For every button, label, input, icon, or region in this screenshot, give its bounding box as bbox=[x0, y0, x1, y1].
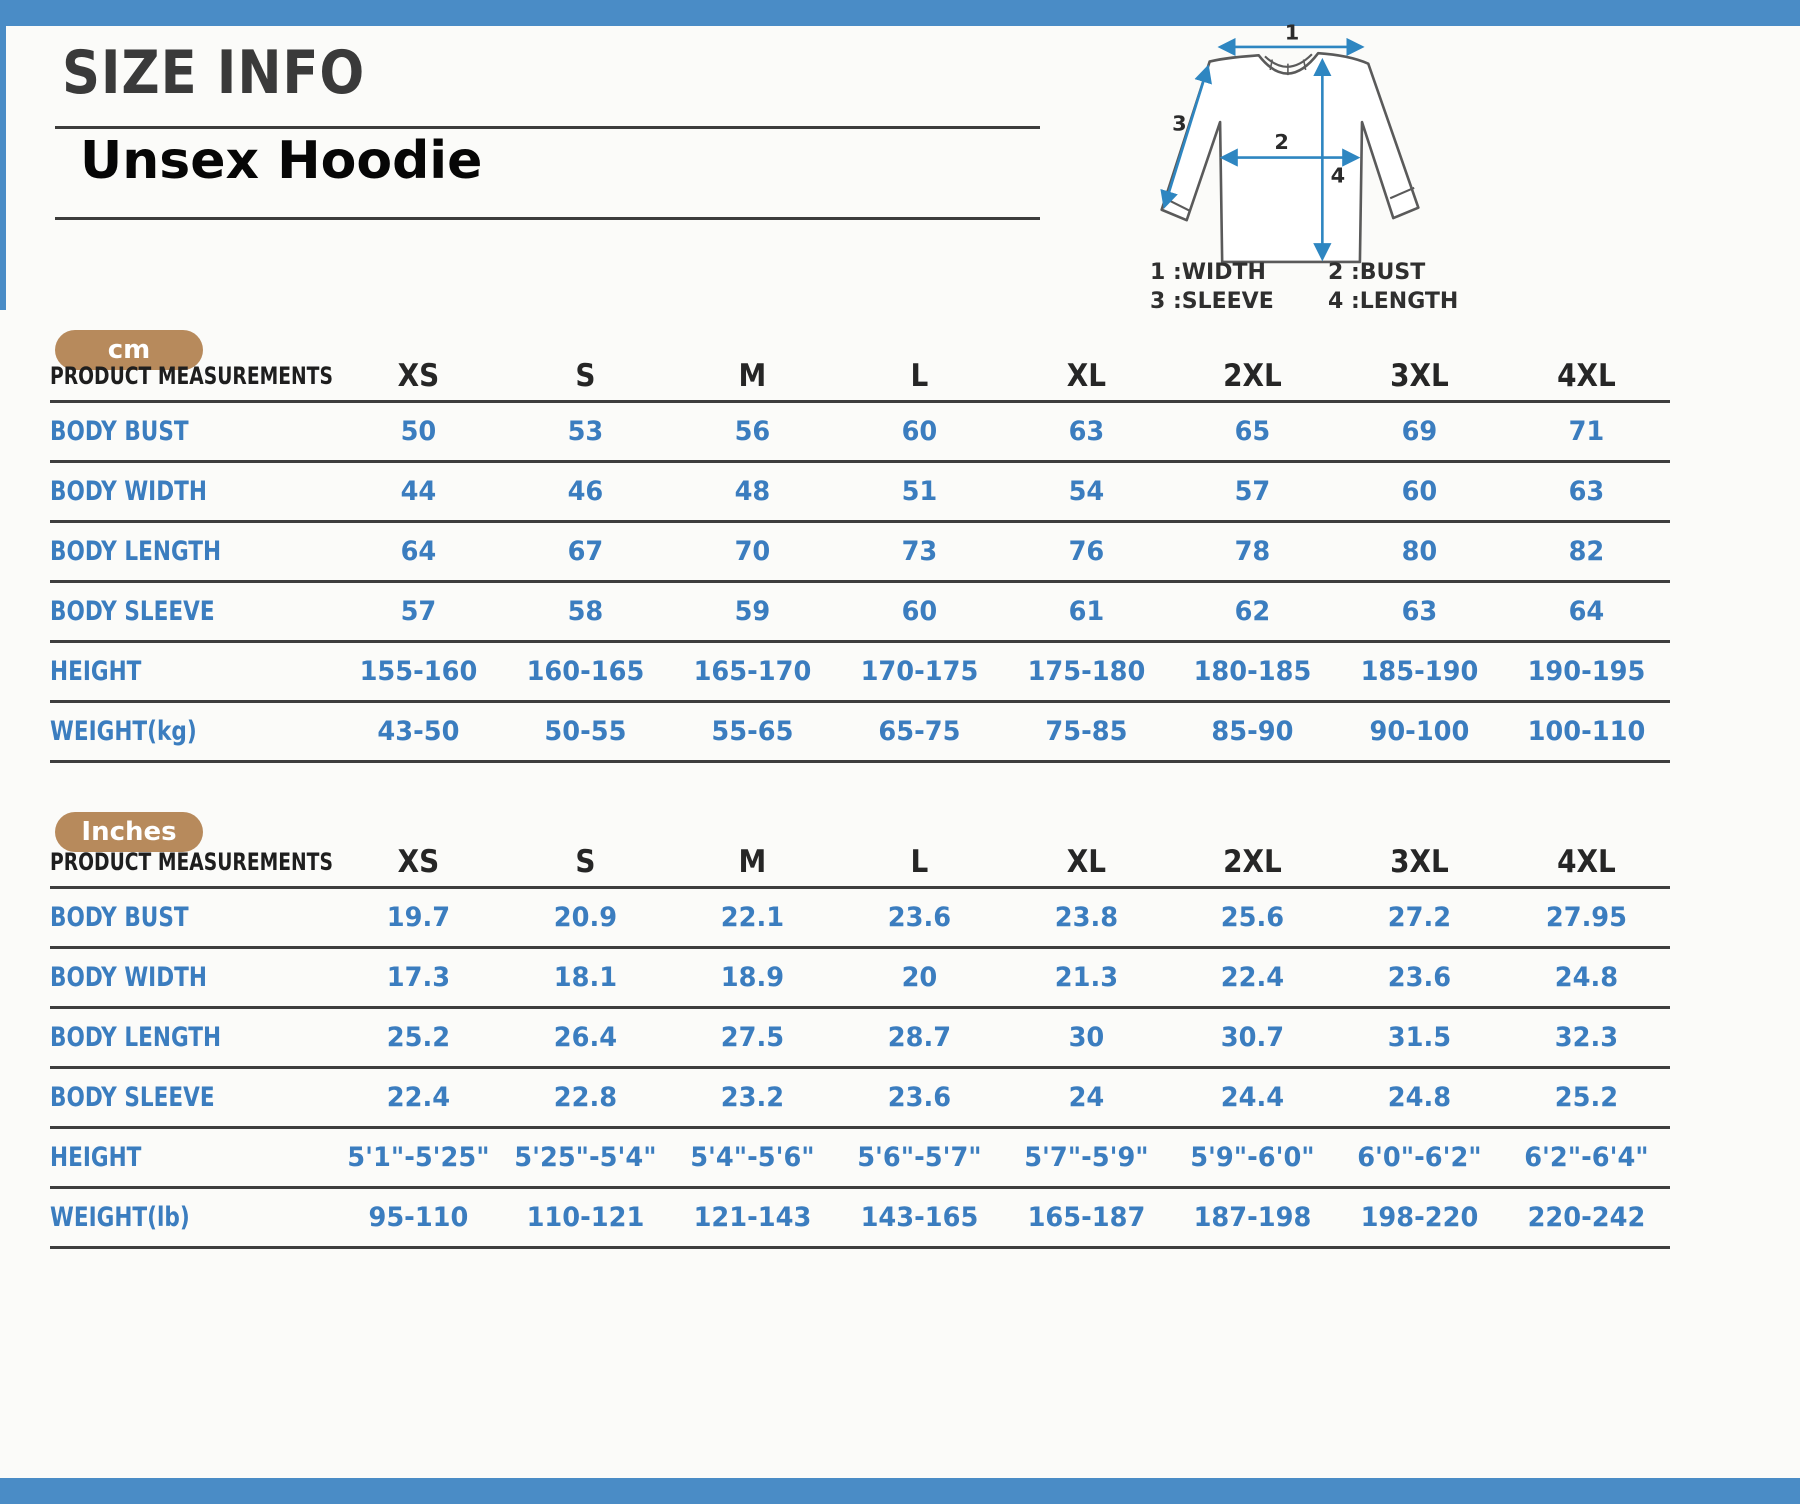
table-cell-value: 67 bbox=[567, 536, 604, 567]
table-cell-value: 63 bbox=[1401, 596, 1438, 627]
table-cell-value: 23.6 bbox=[887, 1082, 951, 1113]
table-cell-value: 190-195 bbox=[1527, 656, 1646, 687]
table-cell-value: 30 bbox=[1068, 1022, 1104, 1053]
table-cell-value: 75-85 bbox=[1044, 716, 1127, 747]
column-header-size: 4XL bbox=[1557, 844, 1616, 880]
table-cell-value: 85-90 bbox=[1211, 716, 1294, 747]
table-cell-value: 18.1 bbox=[553, 962, 617, 993]
row-label: HEIGHT bbox=[50, 656, 142, 687]
table-cell-value: 5'7"-5'9" bbox=[1023, 1142, 1149, 1173]
table-body bbox=[50, 400, 1670, 763]
table-cell-value: 90-100 bbox=[1369, 716, 1470, 747]
table-cell-value: 51 bbox=[901, 476, 937, 507]
unit-badge-cm: cm bbox=[55, 330, 203, 370]
table-cell-value: 82 bbox=[1568, 536, 1605, 567]
table-cell-value: 31.5 bbox=[1388, 1022, 1452, 1053]
table-cell-value: 165-170 bbox=[693, 656, 812, 687]
row-label: BODY BUST bbox=[50, 902, 189, 933]
legend-width: 1 :WIDTH bbox=[1150, 260, 1266, 285]
hoodie-measurement-diagram bbox=[1110, 24, 1470, 268]
table-row bbox=[50, 946, 1670, 1006]
table-cell-value: 198-220 bbox=[1360, 1202, 1479, 1233]
table-cell-value: 22.1 bbox=[720, 902, 784, 933]
hoodie-outline-drawing bbox=[1110, 24, 1470, 264]
row-label: BODY WIDTH bbox=[50, 962, 207, 993]
product-name: Unsex Hoodie bbox=[80, 131, 483, 191]
top-accent-bar bbox=[0, 0, 1800, 26]
table-cell-value: 175-180 bbox=[1027, 656, 1145, 687]
table-cell-value: 78 bbox=[1234, 536, 1271, 567]
table-cell-value: 54 bbox=[1068, 476, 1104, 507]
table-header-row bbox=[50, 838, 1670, 886]
table-cell-value: 24.8 bbox=[1554, 962, 1619, 993]
column-header-size: L bbox=[910, 358, 928, 394]
page-title: SIZE INFO bbox=[62, 38, 366, 108]
table-cell-value: 220-242 bbox=[1527, 1202, 1646, 1233]
table-cell-value: 22.8 bbox=[553, 1082, 617, 1113]
legend-length: 4 :LENGTH bbox=[1328, 289, 1459, 314]
table-cell-value: 20.9 bbox=[553, 902, 617, 933]
table-cell-value: 6'0"-6'2" bbox=[1357, 1142, 1482, 1173]
column-header-measurements: PRODUCT MEASUREMENTS bbox=[50, 848, 333, 876]
table-cell-value: 60 bbox=[901, 596, 937, 627]
table-cell-value: 57 bbox=[1234, 476, 1271, 507]
table-cell-value: 50-55 bbox=[544, 716, 627, 747]
table-cell-value: 65 bbox=[1234, 416, 1271, 447]
table-header-row bbox=[50, 352, 1670, 400]
table-cell-value: 5'1"-5'25" bbox=[347, 1142, 490, 1173]
table-cell-value: 63 bbox=[1068, 416, 1104, 447]
table-cell-value: 73 bbox=[901, 536, 937, 567]
table-cell-value: 50 bbox=[400, 416, 437, 447]
table-row bbox=[50, 700, 1670, 760]
row-label: BODY BUST bbox=[50, 416, 189, 447]
table-cell-value: 44 bbox=[400, 476, 437, 507]
table-cell-value: 64 bbox=[1568, 596, 1605, 627]
marker-1: 1 bbox=[1284, 24, 1300, 45]
table-cell-value: 25.6 bbox=[1221, 902, 1285, 933]
table-cell-value: 28.7 bbox=[887, 1022, 951, 1053]
table-cell-value: 61 bbox=[1068, 596, 1104, 627]
table-cell-value: 24 bbox=[1068, 1082, 1104, 1113]
row-label: HEIGHT bbox=[50, 1142, 142, 1173]
column-header-size: XS bbox=[397, 358, 440, 394]
row-label: BODY SLEEVE bbox=[50, 1082, 215, 1113]
table-cell-value: 59 bbox=[734, 596, 771, 627]
table-row bbox=[50, 640, 1670, 700]
table-body bbox=[50, 886, 1670, 1249]
table-cell-value: 18.9 bbox=[720, 962, 784, 993]
table-cell-value: 143-165 bbox=[860, 1202, 978, 1233]
table-cell-value: 187-198 bbox=[1193, 1202, 1312, 1233]
table-cell-value: 26.4 bbox=[553, 1022, 617, 1053]
table-cell-value: 24.8 bbox=[1388, 1082, 1452, 1113]
table-cell-value: 58 bbox=[567, 596, 604, 627]
table-cell-value: 23.6 bbox=[1388, 962, 1452, 993]
table-cell-value: 21.3 bbox=[1054, 962, 1118, 993]
table-cell-value: 6'2"-6'4" bbox=[1524, 1142, 1649, 1173]
table-row bbox=[50, 460, 1670, 520]
column-header-size: S bbox=[575, 844, 596, 880]
diagram-legend bbox=[1150, 260, 1458, 314]
table-row bbox=[50, 1006, 1670, 1066]
table-cell-value: 100-110 bbox=[1527, 716, 1646, 747]
column-header-size: 2XL bbox=[1223, 844, 1283, 880]
table-cell-value: 19.7 bbox=[386, 902, 451, 933]
table-cell-value: 27.95 bbox=[1545, 902, 1628, 933]
marker-4: 4 bbox=[1330, 163, 1346, 188]
marker-3: 3 bbox=[1172, 111, 1187, 136]
table-cell-value: 62 bbox=[1234, 596, 1271, 627]
legend-bust: 2 :BUST bbox=[1328, 260, 1426, 285]
column-header-size: 2XL bbox=[1223, 358, 1283, 394]
column-header-size: M bbox=[738, 358, 767, 394]
table-cell-value: 165-187 bbox=[1027, 1202, 1145, 1233]
table-cell-value: 53 bbox=[567, 416, 604, 447]
row-label: BODY WIDTH bbox=[50, 476, 207, 507]
column-header-size: 3XL bbox=[1390, 844, 1450, 880]
table-cell-value: 71 bbox=[1568, 416, 1605, 447]
table-cell-value: 23.8 bbox=[1054, 902, 1118, 933]
row-label: BODY SLEEVE bbox=[50, 596, 215, 627]
table-cell-value: 56 bbox=[734, 416, 771, 447]
column-header-size: M bbox=[738, 844, 767, 880]
table-cell-value: 5'4"-5'6" bbox=[689, 1142, 815, 1173]
table-cell-value: 110-121 bbox=[526, 1202, 645, 1233]
table-row bbox=[50, 886, 1670, 946]
table-row bbox=[50, 1186, 1670, 1246]
row-label: WEIGHT(kg) bbox=[50, 716, 197, 747]
table-cell-value: 65-75 bbox=[878, 716, 961, 747]
table-cell-value: 32.3 bbox=[1554, 1022, 1619, 1053]
table-cell-value: 23.6 bbox=[887, 902, 951, 933]
table-cell-value: 43-50 bbox=[377, 716, 460, 747]
table-cell-value: 60 bbox=[901, 416, 937, 447]
table-cell-value: 5'6"-5'7" bbox=[856, 1142, 982, 1173]
bottom-accent-bar bbox=[0, 1478, 1800, 1504]
table-cell-value: 27.2 bbox=[1388, 902, 1452, 933]
legend-sleeve: 3 :SLEEVE bbox=[1150, 289, 1274, 314]
table-cell-value: 64 bbox=[400, 536, 437, 567]
table-cell-value: 55-65 bbox=[711, 716, 794, 747]
table-cell-value: 160-165 bbox=[526, 656, 645, 687]
table-cell-value: 60 bbox=[1401, 476, 1438, 507]
row-label: WEIGHT(lb) bbox=[50, 1202, 190, 1233]
table-cell-value: 22.4 bbox=[1221, 962, 1285, 993]
marker-2: 2 bbox=[1274, 130, 1289, 155]
size-table-inches bbox=[50, 838, 1670, 1249]
column-header-measurements: PRODUCT MEASUREMENTS bbox=[50, 362, 333, 390]
table-cell-value: 95-110 bbox=[368, 1202, 469, 1233]
table-cell-value: 180-185 bbox=[1193, 656, 1312, 687]
table-row bbox=[50, 520, 1670, 580]
table-row bbox=[50, 1066, 1670, 1126]
table-cell-value: 48 bbox=[734, 476, 771, 507]
table-cell-value: 63 bbox=[1568, 476, 1605, 507]
table-cell-value: 57 bbox=[400, 596, 437, 627]
table-cell-value: 76 bbox=[1068, 536, 1104, 567]
column-header-size: XL bbox=[1066, 844, 1106, 880]
column-header-size: 4XL bbox=[1557, 358, 1616, 394]
table-cell-value: 69 bbox=[1401, 416, 1438, 447]
table-row bbox=[50, 1126, 1670, 1186]
table-cell-value: 5'25"-5'4" bbox=[514, 1142, 657, 1173]
table-cell-value: 23.2 bbox=[720, 1082, 784, 1113]
table-cell-value: 70 bbox=[734, 536, 771, 567]
divider-line bbox=[55, 126, 1040, 129]
table-cell-value: 22.4 bbox=[386, 1082, 451, 1113]
left-edge-accent bbox=[0, 0, 6, 310]
table-cell-value: 170-175 bbox=[860, 656, 978, 687]
row-label: BODY LENGTH bbox=[50, 536, 222, 567]
table-cell-value: 185-190 bbox=[1360, 656, 1479, 687]
column-header-size: 3XL bbox=[1390, 358, 1450, 394]
table-cell-value: 155-160 bbox=[359, 656, 478, 687]
column-header-size: XL bbox=[1066, 358, 1106, 394]
table-row bbox=[50, 580, 1670, 640]
table-cell-value: 24.4 bbox=[1221, 1082, 1285, 1113]
table-cell-value: 27.5 bbox=[720, 1022, 784, 1053]
table-cell-value: 30.7 bbox=[1221, 1022, 1285, 1053]
divider-line bbox=[55, 217, 1040, 220]
table-cell-value: 80 bbox=[1401, 536, 1438, 567]
row-label: BODY LENGTH bbox=[50, 1022, 222, 1053]
unit-badge-inches: Inches bbox=[55, 812, 203, 852]
table-cell-value: 121-143 bbox=[693, 1202, 812, 1233]
table-cell-value: 46 bbox=[567, 476, 604, 507]
size-table-cm bbox=[50, 352, 1670, 763]
table-cell-value: 17.3 bbox=[386, 962, 451, 993]
table-cell-value: 5'9"-6'0" bbox=[1190, 1142, 1316, 1173]
column-header-size: XS bbox=[397, 844, 440, 880]
table-cell-value: 20 bbox=[901, 962, 937, 993]
table-row bbox=[50, 400, 1670, 460]
column-header-size: L bbox=[910, 844, 928, 880]
column-header-size: S bbox=[575, 358, 596, 394]
table-cell-value: 25.2 bbox=[386, 1022, 451, 1053]
table-cell-value: 25.2 bbox=[1554, 1082, 1619, 1113]
